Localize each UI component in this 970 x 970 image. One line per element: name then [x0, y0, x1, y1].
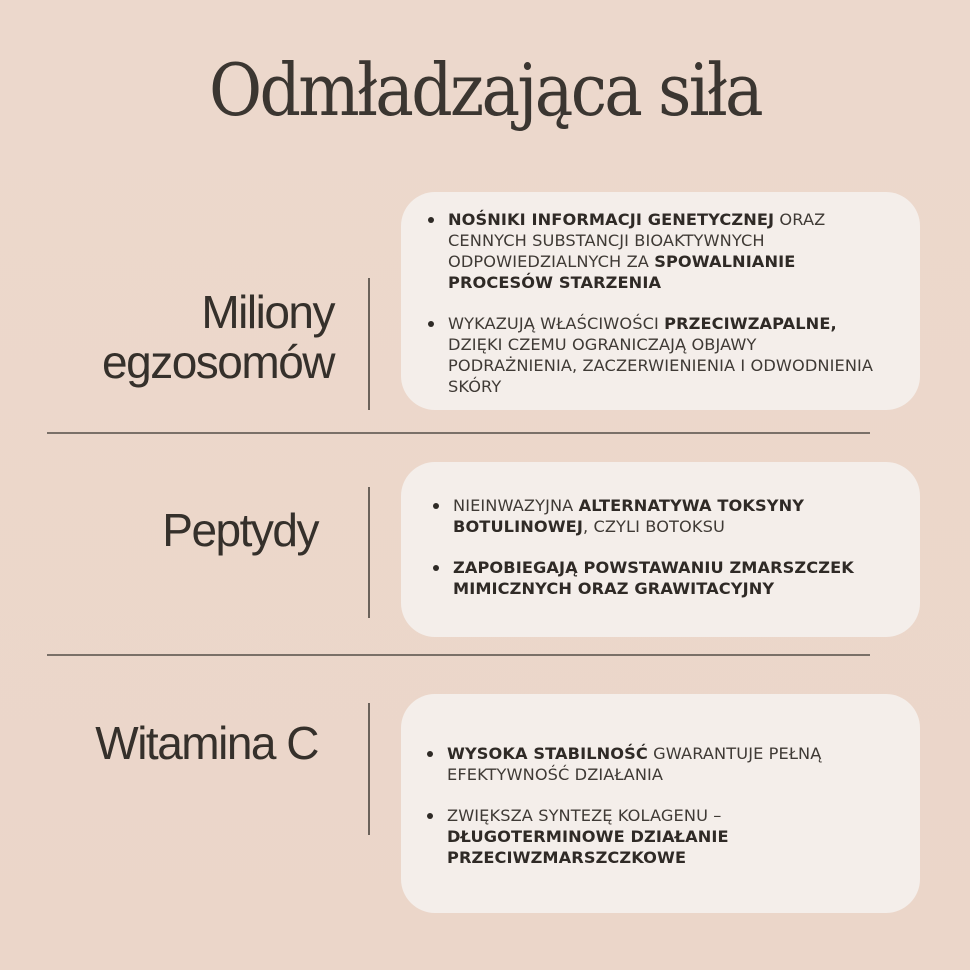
bullet-list	[426, 209, 890, 397]
row-label-line: Peptydy	[162, 504, 318, 556]
bullet-text-bold: WYSOKA STABILNOŚĆ	[447, 744, 648, 763]
vertical-divider	[368, 487, 370, 618]
bullet-text: GWARANTUJE PEŁNĄ EFEKTYWNOŚĆ DZIAŁANIA	[447, 744, 822, 784]
bullet-list	[425, 743, 880, 868]
row-label-witamina-c	[95, 718, 318, 768]
info-card-egzosomy	[401, 192, 920, 410]
bullet-item	[426, 209, 890, 293]
row-label-line: Witamina C	[95, 717, 318, 769]
row-label-peptydy	[162, 505, 318, 555]
bullet-text-bold: NOŚNIKI INFORMACJI GENETYCZNEJ	[448, 210, 775, 229]
horizontal-divider	[47, 432, 870, 434]
bullet-item	[431, 495, 900, 537]
row-label-egzosomy	[102, 287, 334, 387]
bullet-text: NIEINWAZYJNA	[453, 496, 579, 515]
bullet-text-bold: ZAPOBIEGAJĄ POWSTAWANIU ZMARSZCZEK MIMICZNYCH ORAZ GRAWITACYJNY	[453, 558, 854, 598]
bullet-text: ORAZ CENNYCH SUBSTANCJI BIOAKTYWNYCH ODPOWIEDZIALNYCH ZA	[448, 210, 826, 271]
bullet-text-bold: ALTERNATYWA TOKSYNY BOTULINOWEJ	[453, 496, 805, 536]
bullet-text: DZIĘKI CZEMU OGRANICZAJĄ OBJAWY PODRAŻNIENIA, ZACZERWIENIENIA I ODWODNIENIA SKÓRY	[448, 335, 874, 396]
bullet-item	[425, 743, 880, 785]
vertical-divider	[368, 278, 370, 410]
bullet-item	[425, 805, 880, 868]
info-card-peptydy	[401, 462, 920, 637]
bullet-text-bold: PRZECIWZAPALNE,	[664, 314, 837, 333]
bullet-text: WYKAZUJĄ WŁAŚCIWOŚCI	[448, 314, 665, 333]
row-label-line: egzosomów	[102, 336, 334, 388]
bullet-item	[431, 557, 900, 599]
bullet-text: ZWIĘKSZA SYNTEZĘ KOLAGENU –	[447, 806, 722, 825]
horizontal-divider	[47, 654, 870, 656]
bullet-text-bold: DŁUGOTERMINOWE DZIAŁANIE PRZECIWZMARSZCZKOWE	[447, 827, 729, 867]
page-title: Odmładzająca siła	[209, 48, 761, 132]
bullet-text: , CZYLI BOTOKSU	[582, 517, 725, 536]
vertical-divider	[368, 703, 370, 835]
bullet-list	[431, 495, 900, 599]
row-label-line: Miliony	[201, 286, 334, 338]
bullet-text-bold: SPOWALNIANIE PROCESÓW STARZENIA	[448, 252, 796, 292]
bullet-item	[426, 313, 890, 397]
info-card-witamina-c	[401, 694, 920, 913]
